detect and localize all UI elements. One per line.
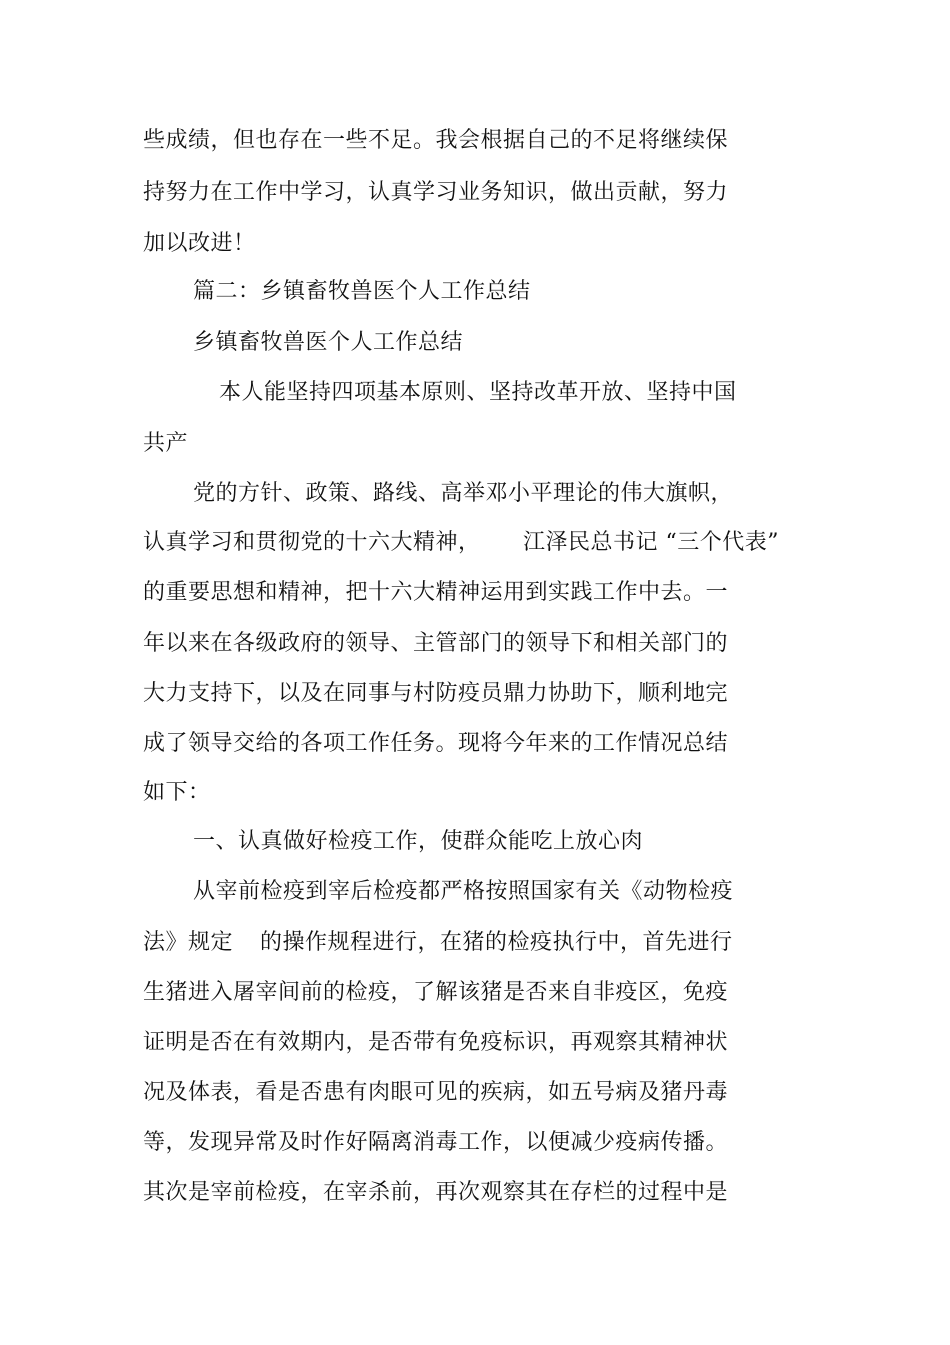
- body-text-line: 成了领导交给的各项工作任务。现将今年来的工作情况总结: [143, 731, 729, 756]
- body-text-line: 党的方针、政策、路线、高举邓小平理论的伟大旗帜，: [193, 481, 734, 506]
- body-text-line: 江泽民总书记 “三个代表”: [523, 530, 779, 555]
- body-text-line: 持努力在工作中学习，认真学习业务知识，做出贡献，努力: [143, 180, 729, 205]
- body-text-line: 年以来在各级政府的领导、主管部门的领导下和相关部门的: [143, 631, 729, 656]
- body-text-line: 认真学习和贯彻党的十六大精神，: [143, 530, 481, 555]
- body-text-line: 些成绩，但也存在一些不足。我会根据自己的不足将继续保: [143, 128, 729, 153]
- body-text-line: 如下：: [143, 780, 211, 805]
- body-text-line: 等，发现异常及时作好隔离消毒工作，以便减少疫病传播。: [143, 1130, 729, 1155]
- body-text-line: 本人能坚持四项基本原则、坚持改革开放、坚持中国: [219, 380, 737, 405]
- body-text-line: 况及体表，看是否患有肉眼可见的疾病，如五号病及猪丹毒: [143, 1080, 729, 1105]
- body-text-line: 的重要思想和精神，把十六大精神运用到实践工作中去。一: [143, 580, 729, 605]
- section-heading: 篇二：乡镇畜牧兽医个人工作总结: [193, 279, 531, 304]
- body-text-line: 法》规定: [143, 930, 234, 955]
- section-heading: 一、认真做好检疫工作，使群众能吃上放心肉: [193, 829, 644, 854]
- body-text-line: 其次是宰前检疫，在宰杀前，再次观察其在存栏的过程中是: [143, 1180, 729, 1205]
- body-text-line: 大力支持下，以及在同事与村防疫员鼎力协助下，顺利地完: [143, 681, 729, 706]
- body-text-line: 从宰前检疫到宰后检疫都严格按照国家有关《动物检疫: [193, 879, 734, 904]
- body-text-line: 证明是否在有效期内，是否带有免疫标识，再观察其精神状: [143, 1030, 729, 1055]
- body-text-line: 的操作规程进行，在猪的检疫执行中，首先进行: [260, 930, 733, 955]
- body-text-line: 加以改进！: [143, 231, 256, 256]
- body-text-line: 共产: [143, 431, 189, 456]
- body-text-line: 生猪进入屠宰间前的检疫，了解该猪是否来自非疫区，免疫: [143, 980, 729, 1005]
- document-title: 乡镇畜牧兽医个人工作总结: [193, 330, 464, 355]
